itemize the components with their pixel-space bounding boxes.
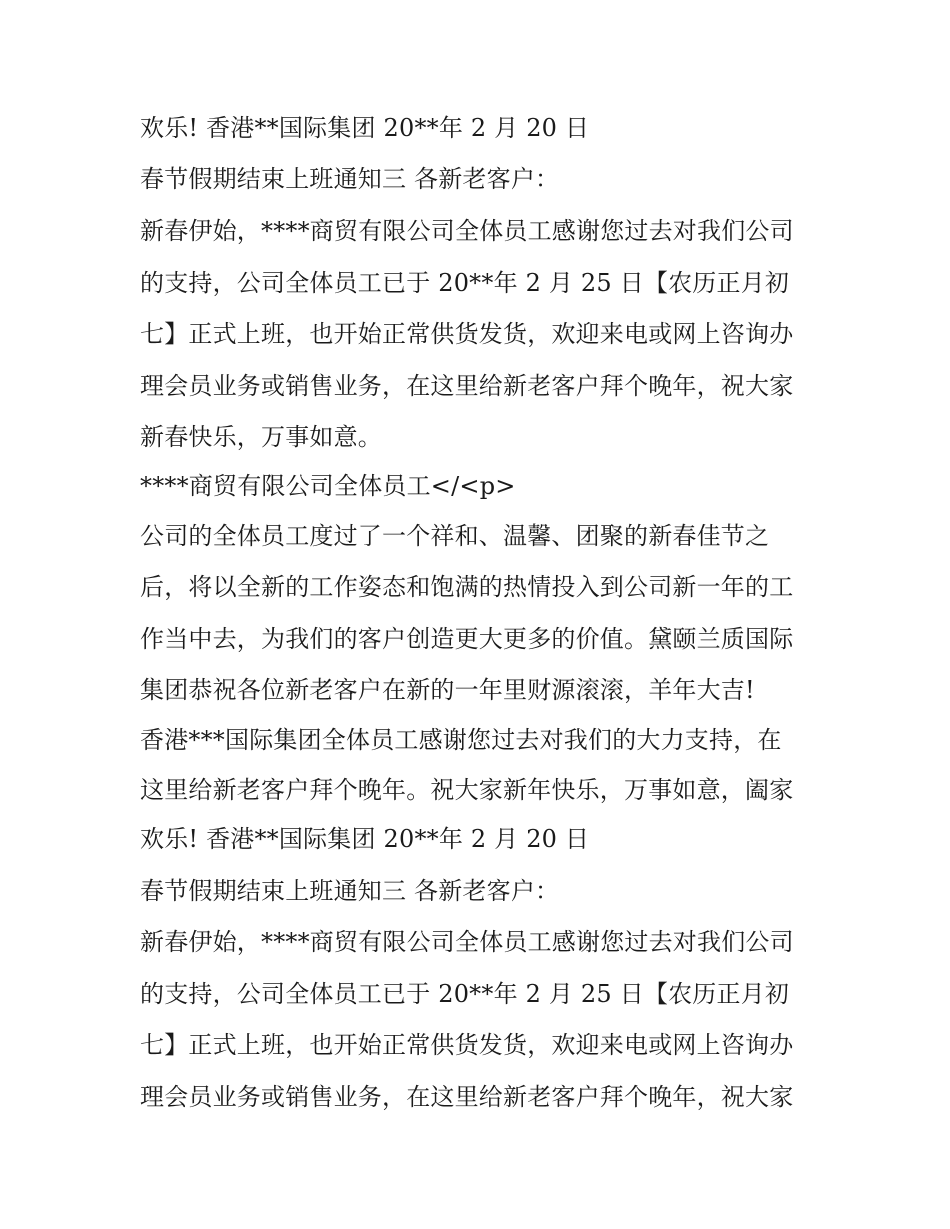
- text-line: 的支持，公司全体员工已于 20**年 2 月 25 日【农历正月初: [140, 980, 790, 1008]
- text-line: 新春快乐，万事如意。: [140, 423, 382, 451]
- text-line: 春节假期结束上班通知三 各新老客户：: [140, 877, 560, 905]
- text-line: 欢乐! 香港**国际集团 20**年 2 月 20 日: [140, 114, 590, 142]
- text-line: 新春伊始，****商贸有限公司全体员工感谢您过去对我们公司: [140, 928, 794, 956]
- text-line: 集团恭祝各位新老客户在新的一年里财源滚滚，羊年大吉!: [140, 676, 755, 704]
- text-line: 春节假期结束上班通知三 各新老客户：: [140, 165, 560, 193]
- text-line: 新春伊始，****商贸有限公司全体员工感谢您过去对我们公司: [140, 217, 794, 245]
- text-line: 七】正式上班，也开始正常供货发货，欢迎来电或网上咨询办: [140, 1031, 794, 1059]
- text-line: 理会员业务或销售业务，在这里给新老客户拜个晚年，祝大家: [140, 1083, 794, 1111]
- text-line: 后，将以全新的工作姿态和饱满的热情投入到公司新一年的工: [140, 573, 794, 601]
- text-line: 理会员业务或销售业务，在这里给新老客户拜个晚年，祝大家: [140, 372, 794, 400]
- text-line: 这里给新老客户拜个晚年。祝大家新年快乐，万事如意，阖家: [140, 776, 794, 804]
- text-line: ****商贸有限公司全体员工</<p>: [140, 472, 516, 500]
- text-line: 的支持，公司全体员工已于 20**年 2 月 25 日【农历正月初: [140, 269, 790, 297]
- text-line: 公司的全体员工度过了一个祥和、温馨、团聚的新春佳节之: [140, 522, 770, 550]
- text-line: 作当中去，为我们的客户创造更大更多的价值。黛颐兰质国际: [140, 625, 794, 653]
- text-line: 欢乐! 香港**国际集团 20**年 2 月 20 日: [140, 825, 590, 853]
- text-line: 七】正式上班，也开始正常供货发货，欢迎来电或网上咨询办: [140, 320, 794, 348]
- text-line: 香港***国际集团全体员工感谢您过去对我们的大力支持，在: [140, 726, 782, 754]
